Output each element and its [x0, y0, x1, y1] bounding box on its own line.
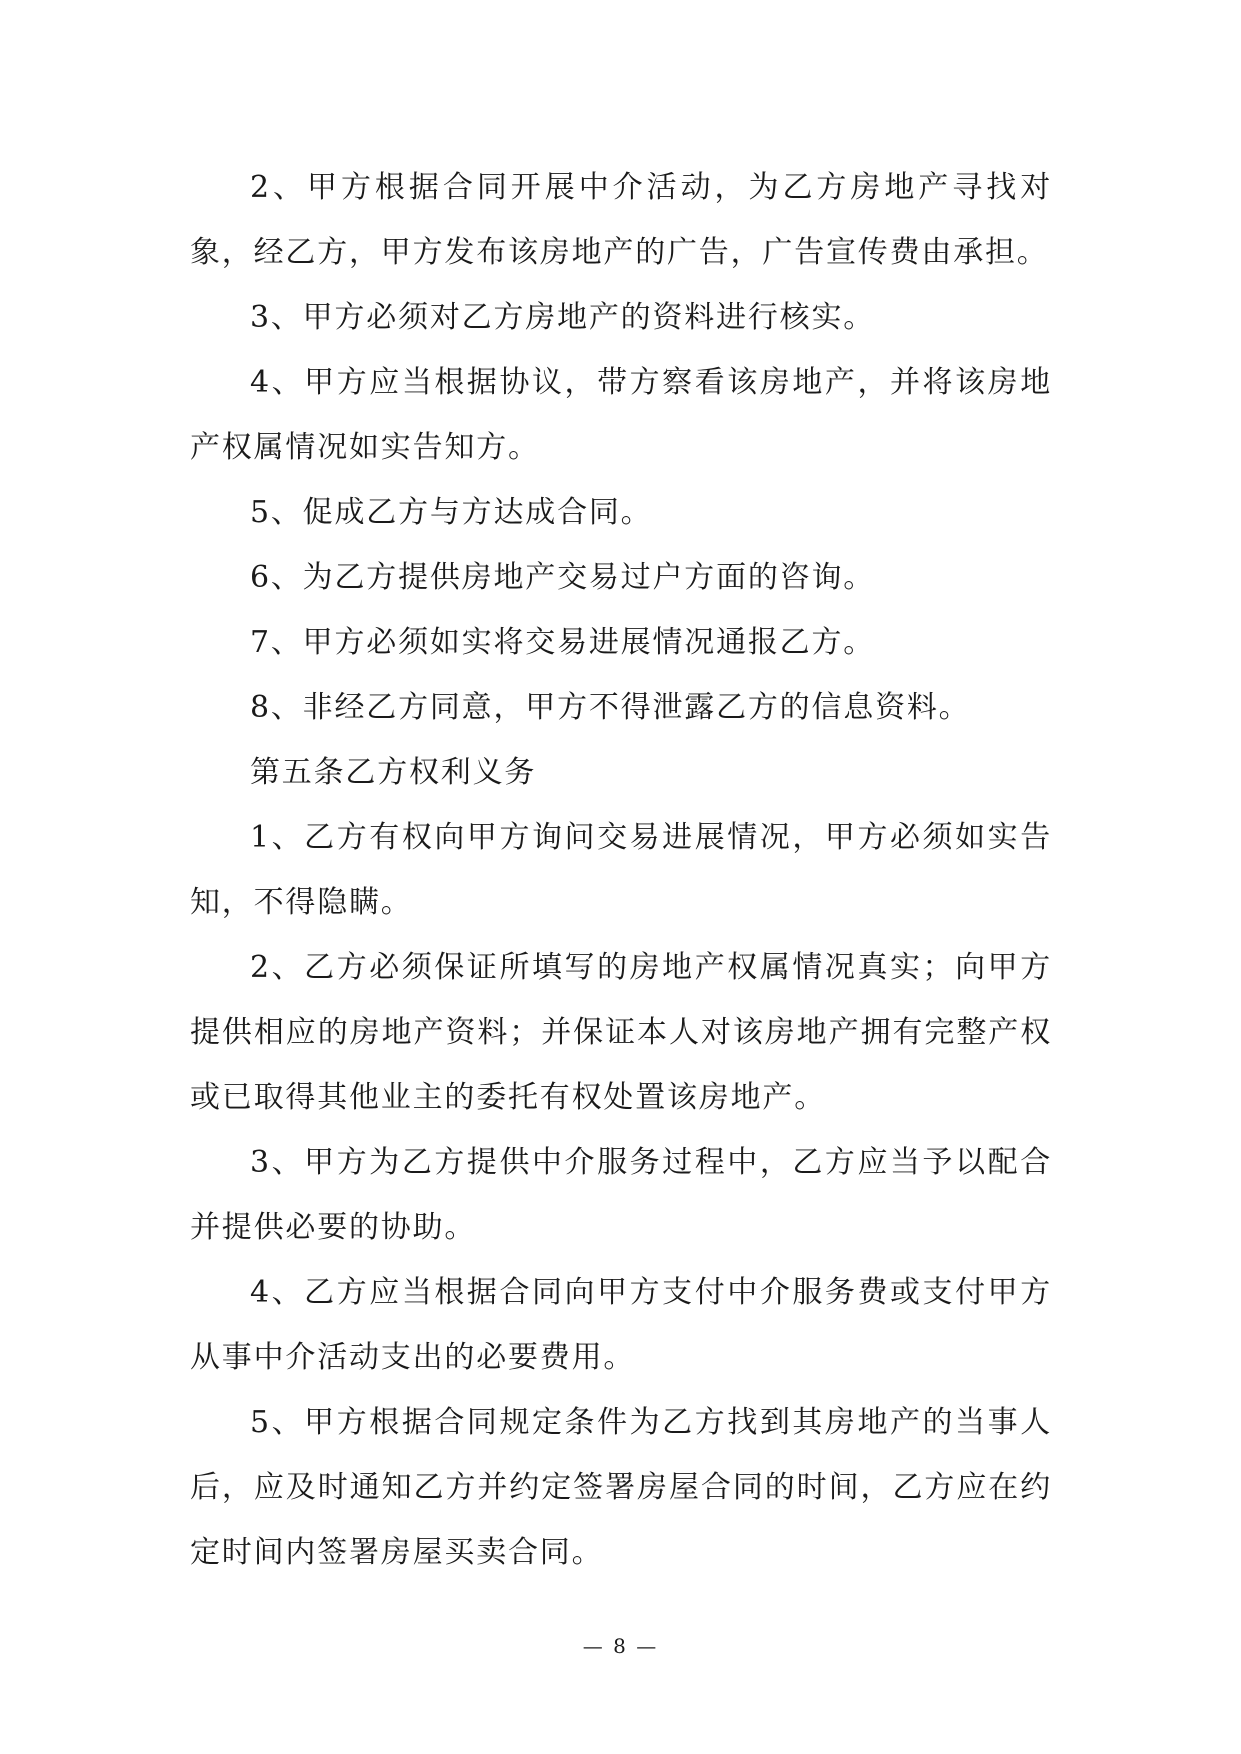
paragraph-party-b-clause-2: 2、乙方必须保证所填写的房地产权属情况真实；向甲方提供相应的房地产资料；并保证本人对该房地产拥有完整产权或已取得其他业主的委托有权处置该房地产。 [190, 950, 1052, 1115]
paragraph-clause-6: 6、为乙方提供房地产交易过户方面的咨询。 [250, 560, 876, 595]
paragraph-clause-3: 3、甲方必须对乙方房地产的资料进行核实。 [250, 300, 876, 335]
paragraph-clause-8: 8、非经乙方同意，甲方不得泄露乙方的信息资料。 [250, 690, 971, 725]
document-body [190, 155, 1052, 1585]
paragraph-party-b-clause-3: 3、甲方为乙方提供中介服务过程中，乙方应当予以配合并提供必要的协助。 [190, 1145, 1052, 1245]
paragraph-party-b-clause-4: 4、乙方应当根据合同向甲方支付中介服务费或支付甲方从事中介活动支出的必要费用。 [190, 1275, 1052, 1375]
paragraph-clause-4: 4、甲方应当根据协议，带方察看该房地产，并将该房地产权属情况如实告知方。 [190, 365, 1052, 465]
paragraph-party-b-clause-1: 1、乙方有权向甲方询问交易进展情况，甲方必须如实告知，不得隐瞒。 [190, 820, 1052, 920]
section-heading-article-5: 第五条乙方权利义务 [250, 755, 537, 790]
paragraph-party-b-clause-5: 5、甲方根据合同规定条件为乙方找到其房地产的当事人后，应及时通知乙方并约定签署房屋合同的时间，乙方应在约定时间内签署房屋买卖合同。 [190, 1405, 1052, 1570]
page-number: — 8 — [582, 1634, 659, 1658]
paragraph-clause-7: 7、甲方必须如实将交易进展情况通报乙方。 [250, 625, 876, 660]
paragraph-clause-5: 5、促成乙方与方达成合同。 [250, 495, 653, 530]
paragraph-clause-2: 2、甲方根据合同开展中介活动，为乙方房地产寻找对象，经乙方，甲方发布该房地产的广告，广告宣传费由承担。 [190, 170, 1052, 270]
